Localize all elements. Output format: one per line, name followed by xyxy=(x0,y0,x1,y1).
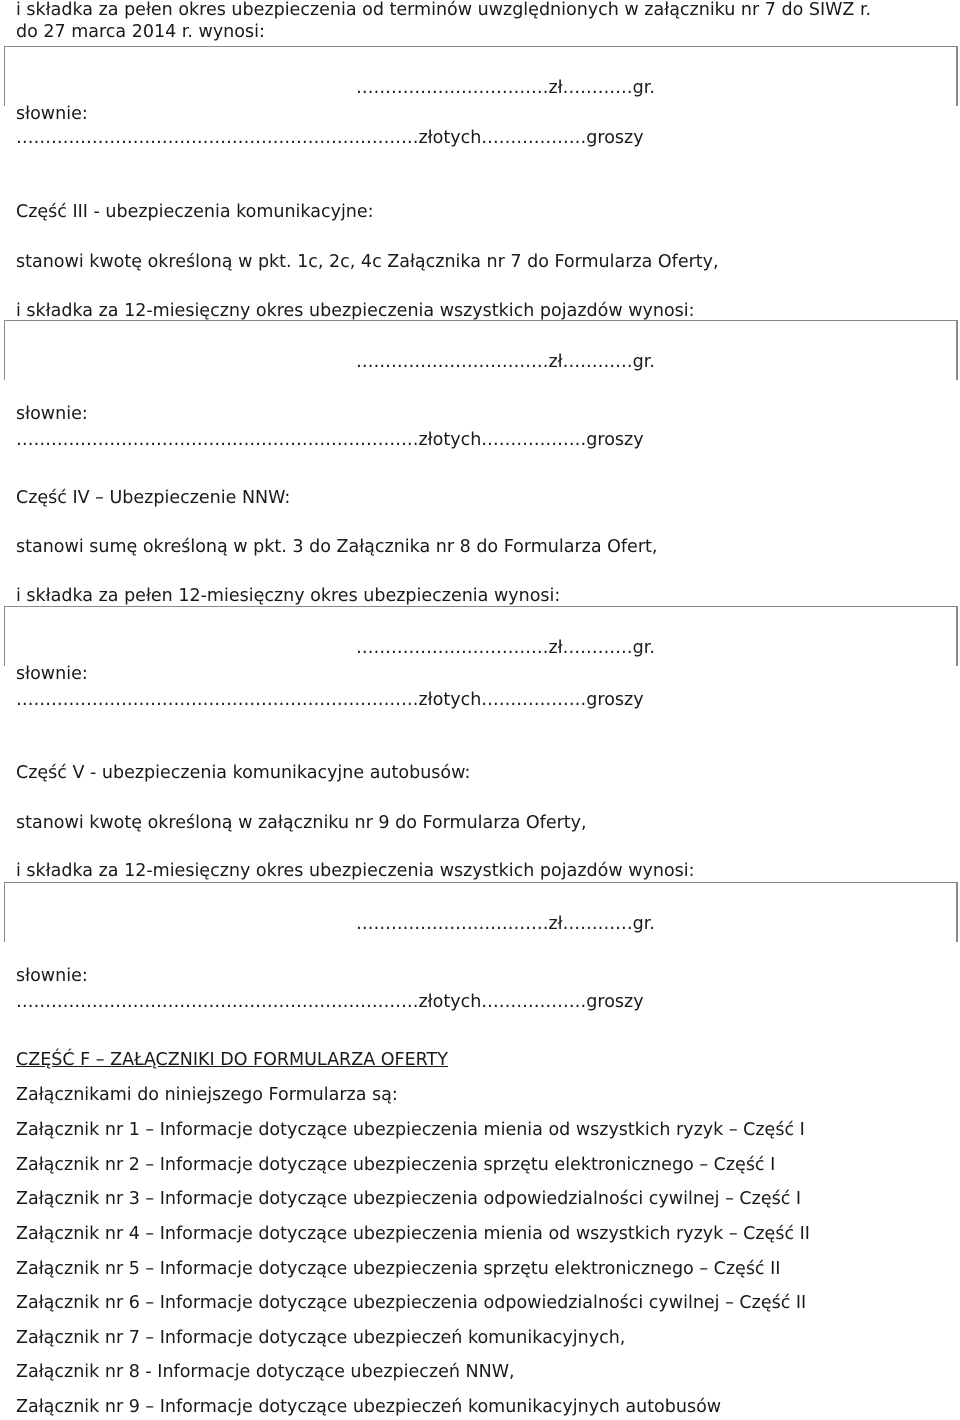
part-5-title: Część V - ubezpieczenia komunikacyjne autobusów: xyxy=(16,763,471,783)
amount-field-4[interactable]: ……………………………zł…………gr. xyxy=(356,914,655,934)
slownie-label-1: słownie: xyxy=(16,104,88,124)
part-f-title: CZĘŚĆ F – ZAŁĄCZNIKI DO FORMULARZA OFERTY xyxy=(16,1050,448,1070)
attachment-item: Załącznik nr 8 - Informacje dotyczące ubezpieczeń NNW, xyxy=(16,1362,515,1382)
intro-line-2: do 27 marca 2014 r. wynosi: xyxy=(16,22,265,42)
attachment-item: Załącznik nr 9 – Informacje dotyczące ubezpieczeń komunikacyjnych autobusów xyxy=(16,1397,722,1417)
part-f-intro: Załącznikami do niniejszego Formularza są: xyxy=(16,1085,398,1105)
amount-field-3[interactable]: ……………………………zł…………gr. xyxy=(356,638,655,658)
slownie-label-3: słownie: xyxy=(16,664,88,684)
words-field-3[interactable]: ……………………………………………………………złotych………………groszy xyxy=(16,690,644,710)
amount-field-1[interactable]: ……………………………zł…………gr. xyxy=(356,78,655,98)
part-5-line-1: stanowi kwotę określoną w załączniku nr 9 do Formularza Oferty, xyxy=(16,813,587,833)
attachment-item: Załącznik nr 3 – Informacje dotyczące ubezpieczenia odpowiedzialności cywilnej – Część I xyxy=(16,1189,802,1209)
attachment-item: Załącznik nr 5 – Informacje dotyczące ubezpieczenia sprzętu elektronicznego – Część II xyxy=(16,1259,781,1279)
part-5-line-2: i składka za 12-miesięczny okres ubezpieczenia wszystkich pojazdów wynosi: xyxy=(16,861,695,881)
part-3-title: Część III - ubezpieczenia komunikacyjne: xyxy=(16,202,374,222)
attachment-item: Załącznik nr 2 – Informacje dotyczące ubezpieczenia sprzętu elektronicznego – Część I xyxy=(16,1155,776,1175)
slownie-label-4: słownie: xyxy=(16,966,88,986)
attachment-item: Załącznik nr 1 – Informacje dotyczące ubezpieczenia mienia od wszystkich ryzyk – Część I xyxy=(16,1120,805,1140)
part-4-title: Część IV – Ubezpieczenie NNW: xyxy=(16,488,291,508)
part-4-line-1: stanowi sumę określoną w pkt. 3 do Załącznika nr 8 do Formularza Ofert, xyxy=(16,537,658,557)
slownie-label-2: słownie: xyxy=(16,404,88,424)
words-field-2[interactable]: ……………………………………………………………złotych………………groszy xyxy=(16,430,644,450)
words-field-1[interactable]: ……………………………………………………………złotych………………groszy xyxy=(16,128,644,148)
intro-line-1: i składka za pełen okres ubezpieczenia od terminów uwzględnionych w załączniku nr 7 do SIWZ r. xyxy=(16,0,872,20)
attachment-item: Załącznik nr 7 – Informacje dotyczące ubezpieczeń komunikacyjnych, xyxy=(16,1328,626,1348)
part-3-line-1: stanowi kwotę określoną w pkt. 1c, 2c, 4c Załącznika nr 7 do Formularza Oferty, xyxy=(16,252,719,272)
amount-field-2[interactable]: ……………………………zł…………gr. xyxy=(356,352,655,372)
attachment-item: Załącznik nr 6 – Informacje dotyczące ubezpieczenia odpowiedzialności cywilnej – Część II xyxy=(16,1293,807,1313)
attachment-item: Załącznik nr 4 – Informacje dotyczące ubezpieczenia mienia od wszystkich ryzyk – Część II xyxy=(16,1224,810,1244)
part-4-line-2: i składka za pełen 12-miesięczny okres ubezpieczenia wynosi: xyxy=(16,586,561,606)
words-field-4[interactable]: ……………………………………………………………złotych………………groszy xyxy=(16,992,644,1012)
part-3-line-2: i składka za 12-miesięczny okres ubezpieczenia wszystkich pojazdów wynosi: xyxy=(16,301,695,321)
